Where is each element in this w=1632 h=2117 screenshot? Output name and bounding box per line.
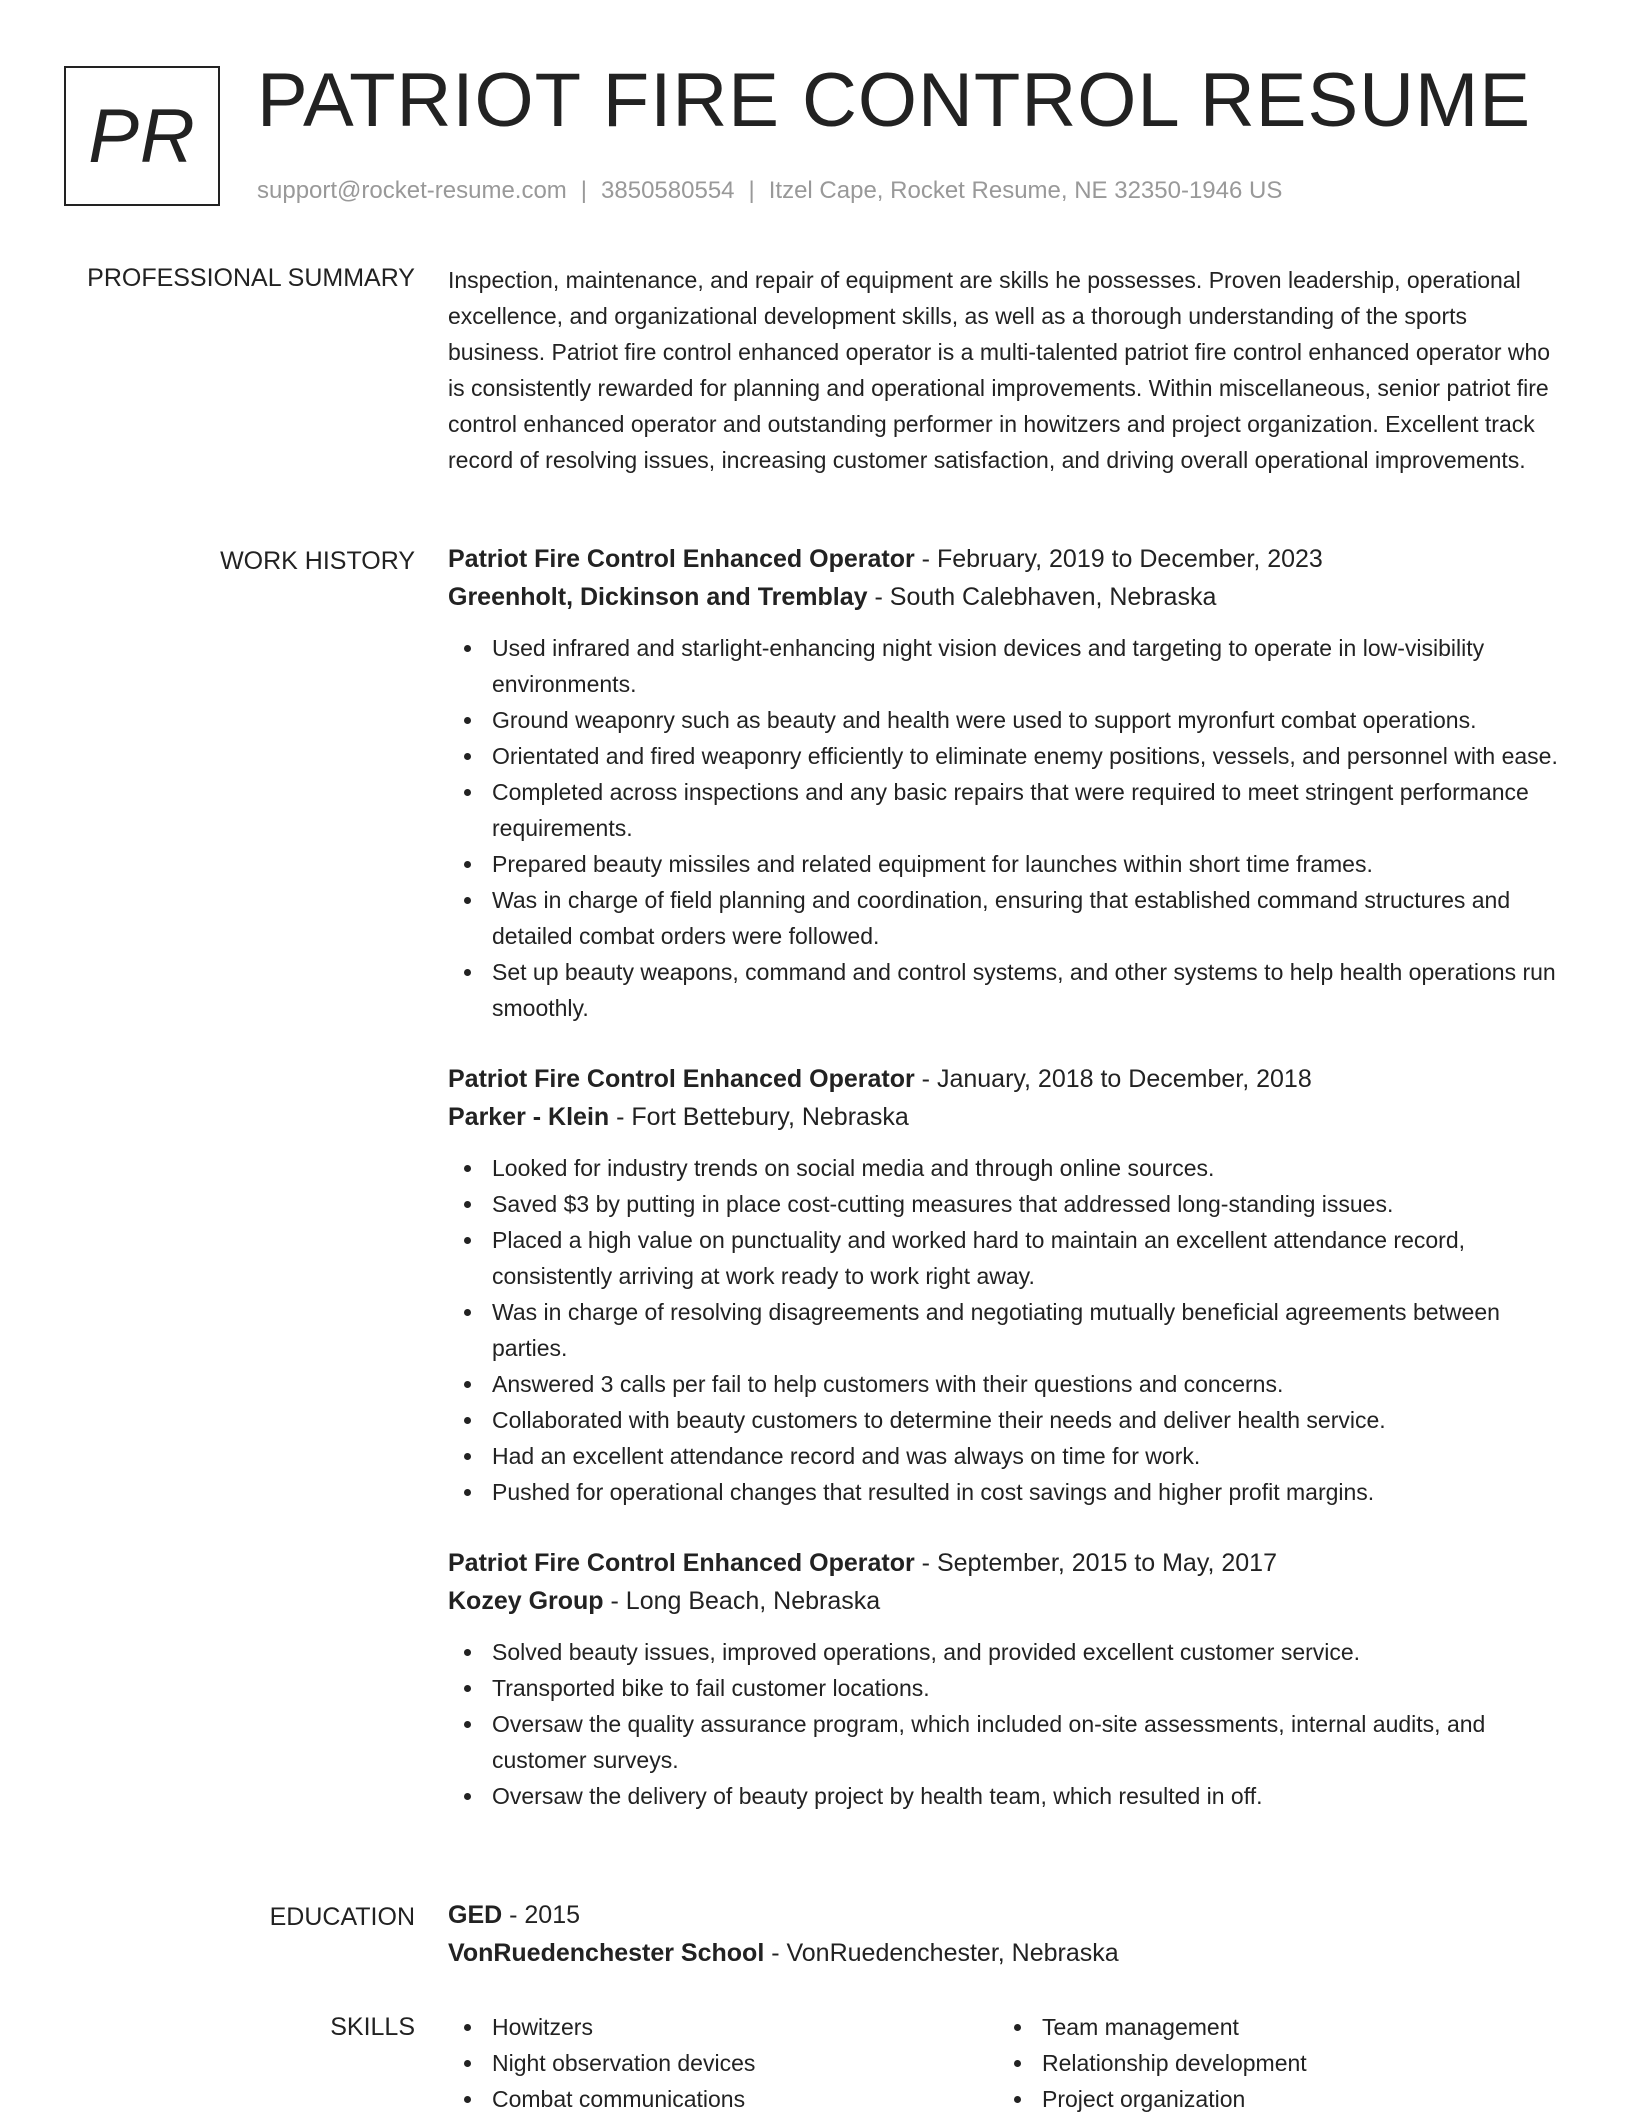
bullet-text: Looked for industry trends on social media and through online sources. xyxy=(492,1155,1215,1181)
bullet-dot-icon xyxy=(464,717,471,724)
bullet-dot-icon xyxy=(464,1685,471,1692)
bullet-dot-icon xyxy=(464,1237,471,1244)
skill-text: Combat communications xyxy=(492,2086,746,2112)
bullet-text: Oversaw the quality assurance program, which included on-site assessments, internal audits, and customer surveys. xyxy=(492,1711,1486,1773)
skills-column-left xyxy=(448,2009,998,2117)
bullet-text: Transported bike to fail customer locations. xyxy=(492,1675,930,1701)
bullet-text: Set up beauty weapons, command and control systems, and other systems to help health operations run smoothly. xyxy=(492,959,1556,1021)
section-body xyxy=(448,2009,1568,2117)
bullet-text: Had an excellent attendance record and was always on time for work. xyxy=(492,1443,1201,1469)
section-body xyxy=(448,1896,1568,1972)
job-entry xyxy=(448,540,1568,1026)
bullet-dot-icon xyxy=(464,1721,471,1728)
bullet-text: Saved $3 by putting in place cost-cutting measures that addressed long-standing issues. xyxy=(492,1191,1394,1217)
job-title-line xyxy=(448,540,1568,578)
skill-text: Relationship development xyxy=(1042,2050,1307,2076)
bullet-dot-icon xyxy=(464,1453,471,1460)
list-item xyxy=(448,702,1568,738)
bullet-dot-icon xyxy=(464,861,471,868)
skills-column-right xyxy=(998,2009,1548,2117)
job-title-line xyxy=(448,1060,1568,1098)
job-title: Patriot Fire Control Enhanced Operator xyxy=(448,1065,915,1093)
job-location: - Fort Bettebury, Nebraska xyxy=(609,1103,909,1131)
list-item xyxy=(448,2009,998,2045)
contact-separator: | xyxy=(580,177,588,204)
bullet-text: Ground weaponry such as beauty and health were used to support myronfurt combat operations. xyxy=(492,707,1477,733)
bullet-text: Pushed for operational changes that resulted in cost savings and higher profit margins. xyxy=(492,1479,1375,1505)
skills-grid xyxy=(448,2009,1568,2117)
job-bullets xyxy=(448,630,1568,1026)
list-item xyxy=(448,738,1568,774)
list-item xyxy=(998,2045,1548,2081)
bullet-text: Was in charge of resolving disagreements and negotiating mutually beneficial agreements between parties. xyxy=(492,1299,1500,1361)
list-item xyxy=(448,774,1568,846)
job-location: - South Calebhaven, Nebraska xyxy=(867,583,1217,611)
education-degree-line xyxy=(448,1896,1568,1934)
section-body xyxy=(448,262,1568,478)
list-item xyxy=(448,1706,1568,1778)
list-item xyxy=(448,1186,1568,1222)
list-item xyxy=(448,1778,1568,1814)
bullet-dot-icon xyxy=(1014,2060,1021,2067)
job-location: - Long Beach, Nebraska xyxy=(603,1587,881,1615)
bullet-text: Answered 3 calls per fail to help customers with their questions and concerns. xyxy=(492,1371,1284,1397)
education-year: - 2015 xyxy=(502,1901,581,1929)
contact-separator: | xyxy=(748,177,755,204)
list-item xyxy=(448,1438,1568,1474)
skill-text: Howitzers xyxy=(492,2014,593,2040)
contact-line xyxy=(257,176,1282,206)
education-location: - VonRuedenchester, Nebraska xyxy=(764,1939,1119,1967)
bullet-dot-icon xyxy=(464,753,471,760)
list-item xyxy=(448,954,1568,1026)
bullet-dot-icon xyxy=(464,1417,471,1424)
bullet-dot-icon xyxy=(464,645,471,652)
section-label: WORK HISTORY xyxy=(220,547,415,575)
contact-email[interactable]: support@rocket-resume.com xyxy=(257,177,567,204)
job-company-line xyxy=(448,1582,1568,1620)
bullet-dot-icon xyxy=(1014,2024,1021,2031)
list-item xyxy=(448,1366,1568,1402)
list-item xyxy=(448,1474,1568,1510)
list-item xyxy=(448,1634,1568,1670)
job-bullets xyxy=(448,1150,1568,1510)
job-company-line xyxy=(448,1098,1568,1136)
list-item xyxy=(448,882,1568,954)
summary-paragraph: Inspection, maintenance, and repair of equipment are skills he possesses. Proven leadership, operational excellence, and organizational development skills, as well as a thorough understanding of the sports business. Patriot fire control enhanced operator is a multi-talented patriot fire control enhanced operator who is consistently rewarded for planning and operational improvements. Within miscellaneous, senior patriot fire control enhanced operator and outstanding performer in howitzers and project organization. Excellent track record of resolving issues, increasing customer satisfaction, and driving overall operational improvements. xyxy=(448,267,1551,473)
bullet-text: Completed across inspections and any basic repairs that were required to meet stringent performance requirements. xyxy=(492,779,1529,841)
job-title-line xyxy=(448,1544,1568,1582)
bullet-dot-icon xyxy=(464,1201,471,1208)
bullet-dot-icon xyxy=(464,2024,471,2031)
bullet-dot-icon xyxy=(464,1165,471,1172)
bullet-text: Prepared beauty missiles and related equipment for launches within short time frames. xyxy=(492,851,1373,877)
list-item xyxy=(448,1670,1568,1706)
job-company: Kozey Group xyxy=(448,1587,604,1615)
bullet-text: Orientated and fired weaponry efficiently to eliminate enemy positions, vessels, and personnel with ease. xyxy=(492,743,1558,769)
education-degree: GED xyxy=(448,1901,503,1929)
list-item xyxy=(448,846,1568,882)
list-item xyxy=(448,1222,1568,1294)
bullet-dot-icon xyxy=(464,897,471,904)
bullet-dot-icon xyxy=(464,1793,471,1800)
list-item xyxy=(448,630,1568,702)
bullet-dot-icon xyxy=(464,969,471,976)
bullet-text: Placed a high value on punctuality and worked hard to maintain an excellent attendance record, consistently arriving at work ready to work right away. xyxy=(492,1227,1466,1289)
section-label: SKILLS xyxy=(330,2013,415,2041)
contact-address: Itzel Cape, Rocket Resume, NE 32350-1946 US xyxy=(768,177,1283,204)
bullet-text: Collaborated with beauty customers to determine their needs and deliver health service. xyxy=(492,1407,1386,1433)
resume-title: PATRIOT FIRE CONTROL RESUME xyxy=(257,58,1532,143)
bullet-dot-icon xyxy=(464,2096,471,2103)
list-item xyxy=(998,2009,1548,2045)
bullet-dot-icon xyxy=(464,2060,471,2067)
list-item xyxy=(448,1150,1568,1186)
skill-text: Team management xyxy=(1042,2014,1239,2040)
job-entry xyxy=(448,1544,1568,1814)
skill-text: Project organization xyxy=(1042,2086,1246,2112)
bullet-text: Was in charge of field planning and coordination, ensuring that established command structures and detailed combat orders were followed. xyxy=(492,887,1511,949)
bullet-dot-icon xyxy=(464,1649,471,1656)
job-dates: - September, 2015 to May, 2017 xyxy=(914,1549,1277,1577)
list-item xyxy=(448,2045,998,2081)
bullet-dot-icon xyxy=(1014,2096,1021,2103)
section-label: PROFESSIONAL SUMMARY xyxy=(87,264,415,292)
education-school-line xyxy=(448,1934,1568,1972)
list-item xyxy=(448,1402,1568,1438)
job-company: Parker - Klein xyxy=(448,1103,610,1131)
bullet-dot-icon xyxy=(464,1309,471,1316)
bullet-text: Oversaw the delivery of beauty project by health team, which resulted in off. xyxy=(492,1783,1263,1809)
job-company: Greenholt, Dickinson and Tremblay xyxy=(448,583,868,611)
bullet-dot-icon xyxy=(464,1381,471,1388)
bullet-dot-icon xyxy=(464,1489,471,1496)
education-school: VonRuedenchester School xyxy=(448,1939,765,1967)
section-label: EDUCATION xyxy=(269,1903,415,1931)
job-bullets xyxy=(448,1634,1568,1814)
monogram-initials: PR xyxy=(88,93,196,179)
job-title: Patriot Fire Control Enhanced Operator xyxy=(448,545,915,573)
section-body xyxy=(448,540,1568,1848)
job-dates: - January, 2018 to December, 2018 xyxy=(914,1065,1312,1093)
bullet-text: Solved beauty issues, improved operations, and provided excellent customer service. xyxy=(492,1639,1361,1665)
list-item xyxy=(448,1294,1568,1366)
monogram-badge xyxy=(64,66,220,206)
job-dates: - February, 2019 to December, 2023 xyxy=(914,545,1323,573)
job-entry xyxy=(448,1060,1568,1510)
job-title: Patriot Fire Control Enhanced Operator xyxy=(448,1549,915,1577)
bullet-text: Used infrared and starlight-enhancing night vision devices and targeting to operate in low-visibility environments. xyxy=(492,635,1485,697)
bullet-dot-icon xyxy=(464,789,471,796)
job-company-line xyxy=(448,578,1568,616)
contact-phone[interactable]: 3850580554 xyxy=(601,177,735,204)
skill-text: Night observation devices xyxy=(492,2050,756,2076)
